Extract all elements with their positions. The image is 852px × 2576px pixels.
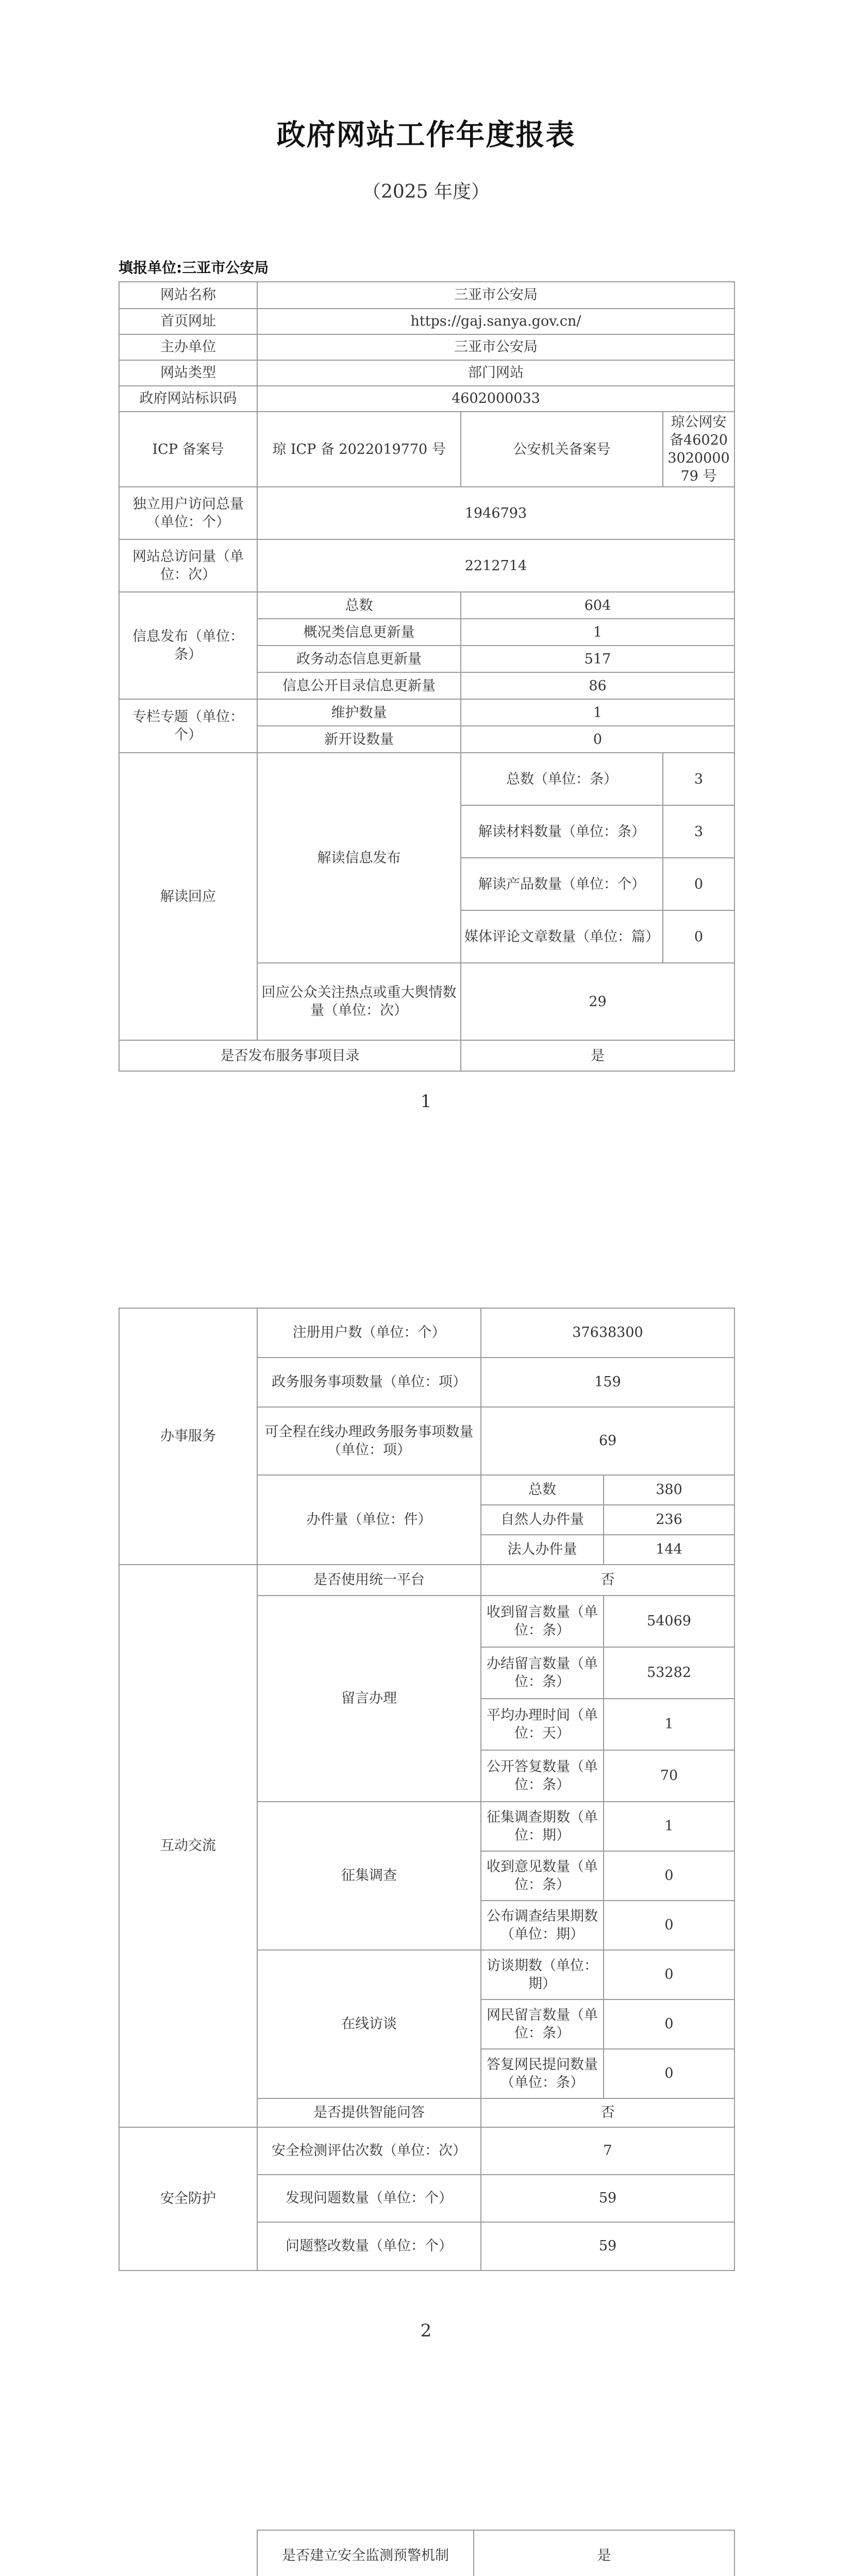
- label: 维护数量: [257, 699, 461, 726]
- label: 信息公开目录信息更新量: [257, 672, 461, 699]
- label: 注册用户数（单位：个）: [257, 1308, 481, 1358]
- label: 征集调查期数（单位：期）: [481, 1802, 604, 1851]
- label: 访谈期数（单位：期）: [481, 1950, 604, 1999]
- label: 首页网址: [119, 309, 257, 334]
- value: 琼 ICP 备 2022019770 号: [257, 412, 461, 487]
- value: 604: [461, 592, 734, 619]
- value: 59: [481, 2175, 734, 2222]
- label: 解读产品数量（单位：个）: [461, 858, 663, 910]
- label: 政务服务事项数量（单位：项）: [257, 1358, 481, 1407]
- report-table-page-2: [119, 1308, 735, 2271]
- value: 0: [663, 858, 734, 910]
- value: 144: [604, 1535, 734, 1565]
- label: 主办单位: [119, 334, 257, 360]
- report-table-page-3: [119, 2530, 735, 2576]
- value: 37638300: [481, 1308, 734, 1358]
- label: 公开答复数量（单位：条）: [481, 1750, 604, 1802]
- label: 政务动态信息更新量: [257, 646, 461, 672]
- label: 法人办件量: [481, 1535, 604, 1565]
- label: 是否发布服务事项目录: [119, 1040, 461, 1071]
- label: 互动交流: [119, 1565, 257, 2127]
- label: ICP 备案号: [119, 412, 257, 487]
- value: 0: [604, 2049, 734, 2098]
- label: 总数: [257, 592, 461, 619]
- value: 1: [461, 699, 734, 726]
- value: 1: [604, 1802, 734, 1851]
- label: 网站名称: [119, 282, 257, 309]
- label: 公布调查结果期数（单位：期）: [481, 1901, 604, 1950]
- value: 否: [481, 2098, 734, 2127]
- label: 公安机关备案号: [461, 412, 663, 487]
- value: 517: [461, 646, 734, 672]
- page-number: 2: [420, 2320, 432, 2341]
- label: 平均办理时间（单位：天）: [481, 1699, 604, 1750]
- label: 安全检测评估次数（单位：次）: [257, 2127, 481, 2175]
- value: 0: [604, 1950, 734, 1999]
- label: 征集调查: [257, 1802, 481, 1950]
- label: 总数: [481, 1475, 604, 1505]
- blank-cell: [119, 2530, 257, 2576]
- value: 三亚市公安局: [257, 334, 734, 360]
- filling-unit: 填报单位:三亚市公安局: [119, 259, 269, 276]
- value: https://gaj.sanya.gov.cn/: [257, 309, 734, 334]
- label: 信息发布（单位：条）: [119, 592, 257, 699]
- value: 86: [461, 672, 734, 699]
- label: 办结留言数量（单位：条）: [481, 1647, 604, 1699]
- value: 1: [604, 1699, 734, 1750]
- label: 收到留言数量（单位：条）: [481, 1596, 604, 1647]
- value: 2212714: [257, 539, 734, 592]
- label: 答复网民提问数量（单位：条）: [481, 2049, 604, 2098]
- value: 三亚市公安局: [257, 282, 734, 309]
- label: 办件量（单位：件）: [257, 1475, 481, 1565]
- label: 可全程在线办理政务服务事项数量（单位：项）: [257, 1407, 481, 1475]
- value: 29: [461, 963, 734, 1040]
- label: 自然人办件量: [481, 1505, 604, 1535]
- label: 收到意见数量（单位：条）: [481, 1851, 604, 1901]
- label: 是否建立安全监测预警机制: [257, 2530, 474, 2576]
- value: 4602000033: [257, 386, 734, 412]
- label: 解读回应: [119, 753, 257, 1040]
- value: 236: [604, 1505, 734, 1535]
- value: 部门网站: [257, 360, 734, 386]
- value: 0: [604, 1901, 734, 1950]
- label: 独立用户访问总量（单位：个）: [119, 487, 257, 539]
- label: 新开设数量: [257, 726, 461, 753]
- value: 0: [604, 1851, 734, 1901]
- label: 网民留言数量（单位：条）: [481, 1999, 604, 2049]
- value: 69: [481, 1407, 734, 1475]
- label: 网站总访问量（单位：次）: [119, 539, 257, 592]
- label: 发现问题数量（单位：个）: [257, 2175, 481, 2222]
- value: 159: [481, 1358, 734, 1407]
- label: 是否提供智能问答: [257, 2098, 481, 2127]
- label: 办事服务: [119, 1308, 257, 1565]
- label: 概况类信息更新量: [257, 619, 461, 646]
- value: 0: [604, 1999, 734, 2049]
- value: 0: [663, 910, 734, 963]
- value: 琼公网安备46020302000079 号: [663, 412, 734, 487]
- value: 59: [481, 2222, 734, 2270]
- value: 7: [481, 2127, 734, 2175]
- label: 解读信息发布: [257, 753, 461, 963]
- label: 专栏专题（单位：个）: [119, 699, 257, 753]
- value: 3: [663, 805, 734, 858]
- value: 3: [663, 753, 734, 805]
- label: 网站类型: [119, 360, 257, 386]
- value: 1946793: [257, 487, 734, 539]
- value: 是: [461, 1040, 734, 1071]
- value: 是: [474, 2530, 734, 2576]
- label: 媒体评论文章数量（单位：篇）: [461, 910, 663, 963]
- label: 解读材料数量（单位：条）: [461, 805, 663, 858]
- page-number: 1: [420, 1091, 432, 1112]
- label: 留言办理: [257, 1596, 481, 1802]
- value: 0: [461, 726, 734, 753]
- label: 是否使用统一平台: [257, 1565, 481, 1596]
- label: 总数（单位：条）: [461, 753, 663, 805]
- label: 问题整改数量（单位：个）: [257, 2222, 481, 2270]
- label: 安全防护: [119, 2127, 257, 2270]
- label: 回应公众关注热点或重大舆情数量（单位：次）: [257, 963, 461, 1040]
- value: 54069: [604, 1596, 734, 1647]
- report-year: （2025 年度）: [362, 181, 490, 202]
- page-title: 政府网站工作年度报表: [276, 118, 576, 152]
- value: 380: [604, 1475, 734, 1505]
- label: 在线访谈: [257, 1950, 481, 2098]
- value: 53282: [604, 1647, 734, 1699]
- report-table-page-1: [119, 281, 735, 1072]
- value: 否: [481, 1565, 734, 1596]
- label: 政府网站标识码: [119, 386, 257, 412]
- value: 1: [461, 619, 734, 646]
- value: 70: [604, 1750, 734, 1802]
